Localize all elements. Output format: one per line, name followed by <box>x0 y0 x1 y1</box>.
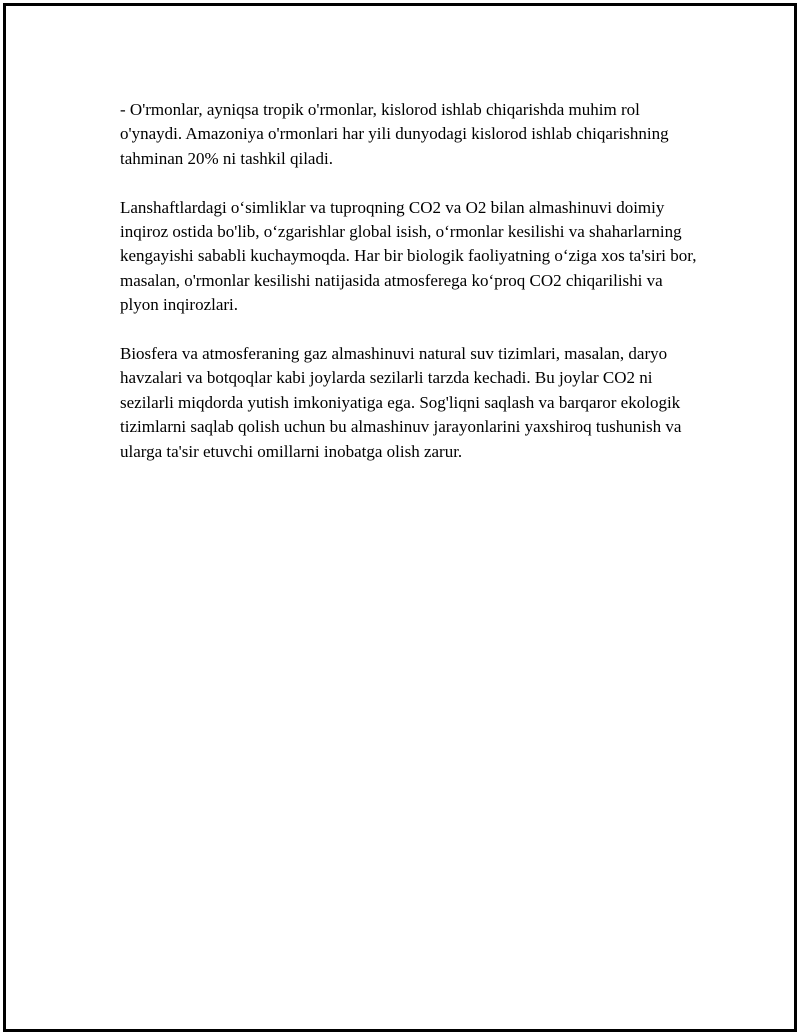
paragraph-biosphere-atmosphere: Biosfera va atmosferaning gaz almashinuvi natural suv tizimlari, masalan, daryo havzalari va botqoqlar kabi joylarda sezilarli tarzda kechadi. Bu joylar CO2 ni sezilarli miqdorda yutish imkoniyatiga ega. Sog'liqni saqlash va barqaror ekologik tizimlarni saqlab qolish uchun bu almashinuv jarayonlarini yaxshiroq tushunish va ularga ta'sir etuvchi omillarni inobatga olish zarur. <box>120 344 682 461</box>
paragraph-forests-oxygen: - O'rmonlar, ayniqsa tropik o'rmonlar, kislorod ishlab chiqarishda muhim rol o'ynaydi. Amazoniya o'rmonlari har yili dunyodagi kislorod ishlab chiqarishning tahminan 20% ni tashkil qiladi. <box>120 100 669 168</box>
page-frame <box>3 3 797 1032</box>
document-body <box>120 98 700 488</box>
paragraph-landscape-exchange: Lanshaftlardagi o‘simliklar va tuproqning CO2 va O2 bilan almashinuvi doimiy inqiroz ostida bo'lib, o‘zgarishlar global isish, o‘rmonlar kesilishi va shaharlarning kengayishi sababli kuchaymoqda. Har bir biologik faoliyatning o‘ziga xos ta'siri bor, masalan, o'rmonlar kesilishi natijasida atmosferega ko‘proq CO2 chiqarilishi va plyon inqirozlari. <box>120 197 697 315</box>
